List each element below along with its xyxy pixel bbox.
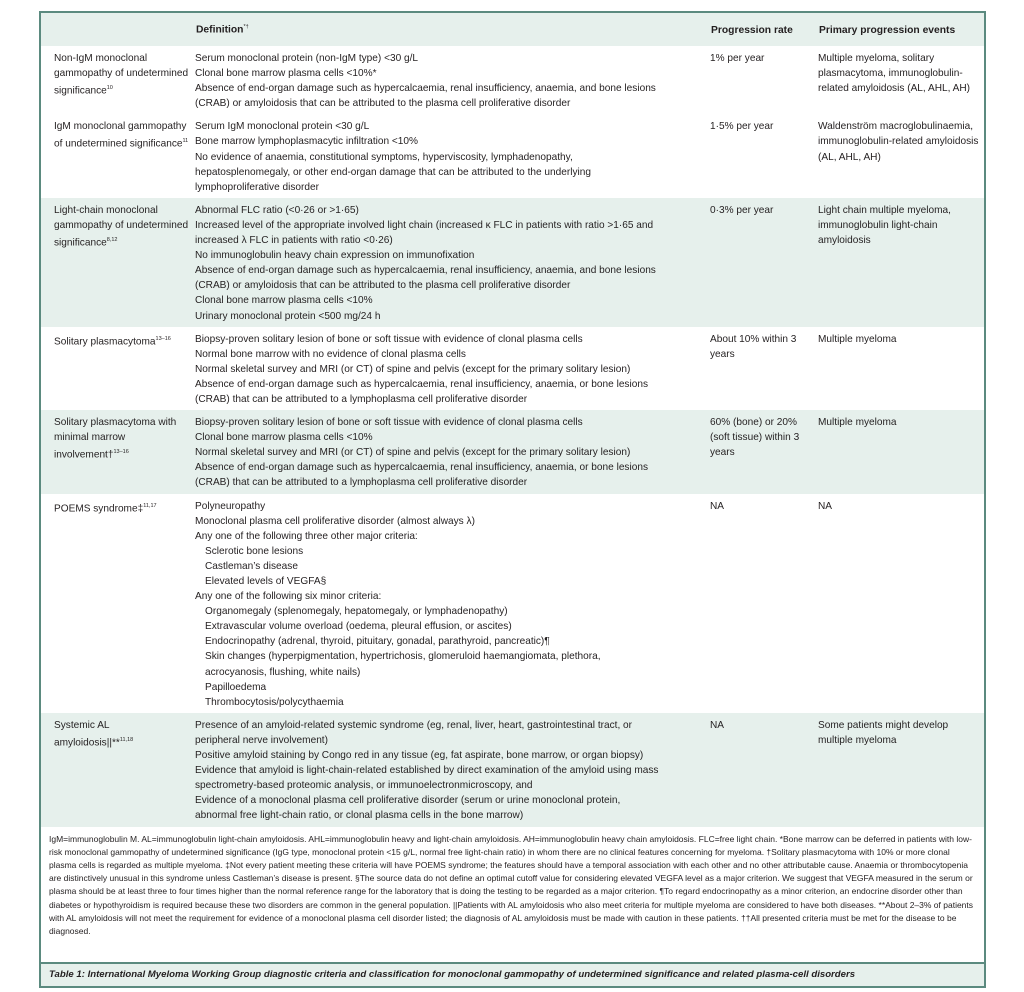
row-name-sup: 8,12 <box>106 237 118 244</box>
row-rate: NA <box>702 494 809 713</box>
definition-line: No immunoglobulin heavy chain expression on immunofixation <box>195 250 475 262</box>
table-frame <box>39 11 986 988</box>
definition-line: Absence of end-organ damage such as hypercalcaemia, renal insufficiency, anaemia, or bone lesions <box>195 378 648 390</box>
definition-line: Endocrinopathy (adrenal, thyroid, pituitary, gonadal, parathyroid, pancreatic)¶ <box>205 636 550 648</box>
row-definition <box>193 713 702 827</box>
definition-line: (CRAB) or amyloidosis that can be attributed to the plasma cell proliferative disorder <box>195 98 571 110</box>
definition-line: Absence of end-organ damage such as hypercalcaemia, renal insufficiency, anaemia, or bone lesions <box>195 462 648 474</box>
row-name: Solitary plasmacytoma$^{13-16}$ <box>41 327 193 410</box>
definition-line: Normal skeletal survey and MRI (or CT) of spine and pelvis (except for the primary solitary lesion) <box>195 447 631 459</box>
definition-line: (CRAB) that can be attributed to a lymphoplasma cell proliferative disorder <box>195 477 528 489</box>
definition-line: Papilloedema <box>205 681 267 693</box>
definition-line: Skin changes (hyperpigmentation, hypertrichosis, glomeruloid haemangiomata, plethora, <box>205 651 601 663</box>
row-events: Light chain multiple myeloma, immunoglobulin light-chain amyloidosis <box>809 198 984 327</box>
definition-line: Absence of end-organ damage such as hypercalcaemia, renal insufficiency, anaemia, and bone lesions <box>195 265 656 277</box>
row-name-sup: 11,18 <box>119 736 134 743</box>
definition-line: Biopsy-proven solitary lesion of bone or soft tissue with evidence of clonal plasma cells <box>195 333 583 345</box>
definition-line: Evidence that amyloid is light-chain-related established by direct examination of the amyloid using mass <box>195 765 659 777</box>
row-name-sup: 11 <box>182 138 189 145</box>
definition-line: Abnormal FLC ratio (<0·26 or >1·65) <box>195 204 359 216</box>
definition-line: Any one of the following three other major criteria: <box>195 530 418 542</box>
row-events: Waldenström macroglobulinaemia, immunoglobulin-related amyloidosis (AL, AHL, AH) <box>809 114 984 197</box>
row-name: IgM monoclonal gammopathy of undetermined significance$^{11}$ <box>41 114 193 197</box>
row-name: POEMS syndrome‡$^{11,17}$ <box>41 494 193 713</box>
header-definition: Definition*† <box>193 13 702 46</box>
row-rate: 60% (bone) or 20% (soft tissue) within 3 years <box>702 410 809 493</box>
definition-line: Extravascular volume overload (oedema, pleural effusion, or ascites) <box>205 621 512 633</box>
row-name: Solitary plasmacytoma with minimal marrow involvement†$^{13-16}$ <box>41 410 193 493</box>
row-rate: NA <box>702 713 809 827</box>
definition-line: Any one of the following six minor criteria: <box>195 591 382 603</box>
row-name-sup: 13–16 <box>155 335 171 342</box>
definition-line: Monoclonal plasma cell proliferative disorder (almost always λ) <box>195 515 475 527</box>
definition-line: Serum monoclonal protein (non-IgM type) <30 g/L <box>195 53 419 64</box>
table-row <box>41 494 984 713</box>
row-definition <box>193 46 702 114</box>
row-definition <box>193 327 702 410</box>
definition-line: abnormal free light-chain ratio, or clonal plasma cells in the bone marrow) <box>195 810 524 822</box>
definition-line: Polyneuropathy <box>195 500 266 512</box>
definition-line: Urinary monoclonal protein <500 mg/24 h <box>195 310 381 322</box>
definition-line: lymphoproliferative disorder <box>195 181 319 193</box>
header-definition-sup: *† <box>243 24 249 31</box>
row-rate: 0·3% per year <box>702 198 809 327</box>
definition-line: hepatosplenomegaly, or other end-organ damage that can be attributed to the underlying <box>195 166 591 178</box>
definition-line: (CRAB) or amyloidosis that can be attributed to the plasma cell proliferative disorder <box>195 280 571 292</box>
row-rate: 1·5% per year <box>702 114 809 197</box>
row-events: Some patients might develop multiple myeloma <box>809 713 984 827</box>
row-rate: About 10% within 3 years <box>702 327 809 410</box>
table-row <box>41 410 984 493</box>
row-events: Multiple myeloma <box>809 327 984 410</box>
definition-line: Castleman’s disease <box>205 560 298 572</box>
row-events: NA <box>809 494 984 713</box>
table-row <box>41 327 984 410</box>
row-name: Systemic AL amyloidosis||**$^{11,18}$ <box>41 713 193 827</box>
definition-line: spectrometry-based proteomic analysis, or immunoelectronmicroscopy, and <box>195 780 533 792</box>
criteria-table <box>41 13 984 827</box>
definition-line: Organomegaly (splenomegaly, hepatomegaly, or lymphadenopathy) <box>205 606 508 618</box>
row-definition <box>193 494 702 713</box>
header-row <box>41 13 984 46</box>
definition-line: Clonal bone marrow plasma cells <10% <box>195 432 373 444</box>
table-row <box>41 713 984 827</box>
table-row <box>41 114 984 197</box>
table-footnotes: IgM=immunoglobulin M. AL=immunoglobulin light-chain amyloidosis. AHL=immunoglobulin heavy and light-chain amyloidosis. AH=immunoglobulin heavy chain amyloidosis. FLC=free light chain. *Bone marrow can be deferred in patients with low-risk monoclonal gammopathy of undetermined significance (IgG type, monoclonal protein <15 g/L, normal free light-chain ratio) in whom there are no clinical features concerning for myeloma. †Solitary plasmacytoma with 10% or more clonal plasma cells is regarded as multiple myeloma. ‡Not every patient meeting these criteria will have POEMS syndrome; the features should have a temporal association with each other and no other attributable cause. Anaemia or thrombocytopenia are distinctively unusual in this syndrome unless Castleman’s disease is present. §The source data do not define an optimal cutoff value for considering elevated VEGFA level as a major criterion. We suggest that VEGFA measured in the serum or plasma should be at least three to four times higher than the normal reference range for the laboratory that is doing the testing to be regarded as a major criterion. ¶To regard endocrinopathy as a minor criterion, an endocrine disorder other than diabetes or hypothyroidism is required because these two disorders are common in the general population. ||Patients with AL amyloidosis who also meet criteria for multiple myeloma are considered to have both diseases. **About 2–3% of patients with AL amyloidosis will not meet the requirement for evidence of a monoclonal plasma cell disorder listed; the diagnosis of AL amyloidosis must be made with caution in these patients. ††All presented criteria must be met for the disease to be diagnosed. <box>49 833 974 936</box>
definition-line: Thrombocytosis/polycythaemia <box>205 696 344 708</box>
definition-line: Presence of an amyloid-related systemic syndrome (eg, renal, liver, heart, gastrointestinal tract, or <box>195 719 633 731</box>
definition-line: Normal bone marrow with no evidence of clonal plasma cells <box>195 348 466 360</box>
row-rate: 1% per year <box>702 46 809 114</box>
definition-line: Bone marrow lymphoplasmacytic infiltration <10% <box>195 136 418 148</box>
header-blank <box>41 13 193 46</box>
caption-text: International Myeloma Working Group diagnostic criteria and classification for monoclonal gammopathy of undetermined significance and related plasma-cell disorders <box>87 969 856 980</box>
row-definition <box>193 198 702 327</box>
definition-line: Clonal bone marrow plasma cells <10%* <box>195 68 377 80</box>
definition-line: Absence of end-organ damage such as hypercalcaemia, renal insufficiency, anaemia, and bone lesions <box>195 83 656 95</box>
row-name-sup: 11,17 <box>143 502 157 509</box>
row-name-sup: 13–16 <box>113 449 129 456</box>
definition-line: No evidence of anaemia, constitutional symptoms, hyperviscosity, lymphadenopathy, <box>195 151 573 163</box>
definition-line: increased λ FLC in patients with ratio <0·26) <box>195 235 393 247</box>
header-rate: Progression rate <box>702 13 809 46</box>
table-row <box>41 46 984 114</box>
definition-line: Increased level of the appropriate involved light chain (increased κ FLC in patients with ratio >1·65 and <box>195 219 654 231</box>
row-name: Non-IgM monoclonal gammopathy of undetermined significance$^{10}$ <box>41 46 193 114</box>
header-events: Primary progression events <box>809 13 984 46</box>
definition-line: Elevated levels of VEGFA§ <box>205 576 327 587</box>
table-row <box>41 198 984 327</box>
definition-line: Serum IgM monoclonal protein <30 g/L <box>195 121 370 133</box>
definition-line: Sclerotic bone lesions <box>205 545 304 557</box>
row-name: Light-chain monoclonal gammopathy of undetermined significance$^{8,12}$ <box>41 198 193 327</box>
definition-line: Biopsy-proven solitary lesion of bone or soft tissue with evidence of clonal plasma cells <box>195 417 583 429</box>
definition-line: Clonal bone marrow plasma cells <10% <box>195 295 373 307</box>
row-definition <box>193 410 702 493</box>
definition-line: acrocyanosis, flushing, white nails) <box>205 666 361 678</box>
definition-line: Positive amyloid staining by Congo red in any tissue (eg, fat aspirate, bone marrow, or organ biopsy) <box>195 750 644 762</box>
definition-line: (CRAB) that can be attributed to a lymphoplasma cell proliferative disorder <box>195 393 528 405</box>
row-events: Multiple myeloma, solitary plasmacytoma, immunoglobulin-related amyloidosis (AL, AHL, AH) <box>809 46 984 114</box>
row-events: Multiple myeloma <box>809 410 984 493</box>
definition-line: peripheral nerve involvement) <box>195 734 328 746</box>
table-caption <box>41 962 984 986</box>
definition-line: Evidence of a monoclonal plasma cell proliferative disorder (serum or urine monoclonal protein, <box>195 795 621 807</box>
definition-line: Normal skeletal survey and MRI (or CT) of spine and pelvis (except for the primary solitary lesion) <box>195 363 631 375</box>
row-definition <box>193 114 702 197</box>
row-name-sup: 10 <box>106 85 113 92</box>
caption-label: Table 1: <box>49 969 85 980</box>
